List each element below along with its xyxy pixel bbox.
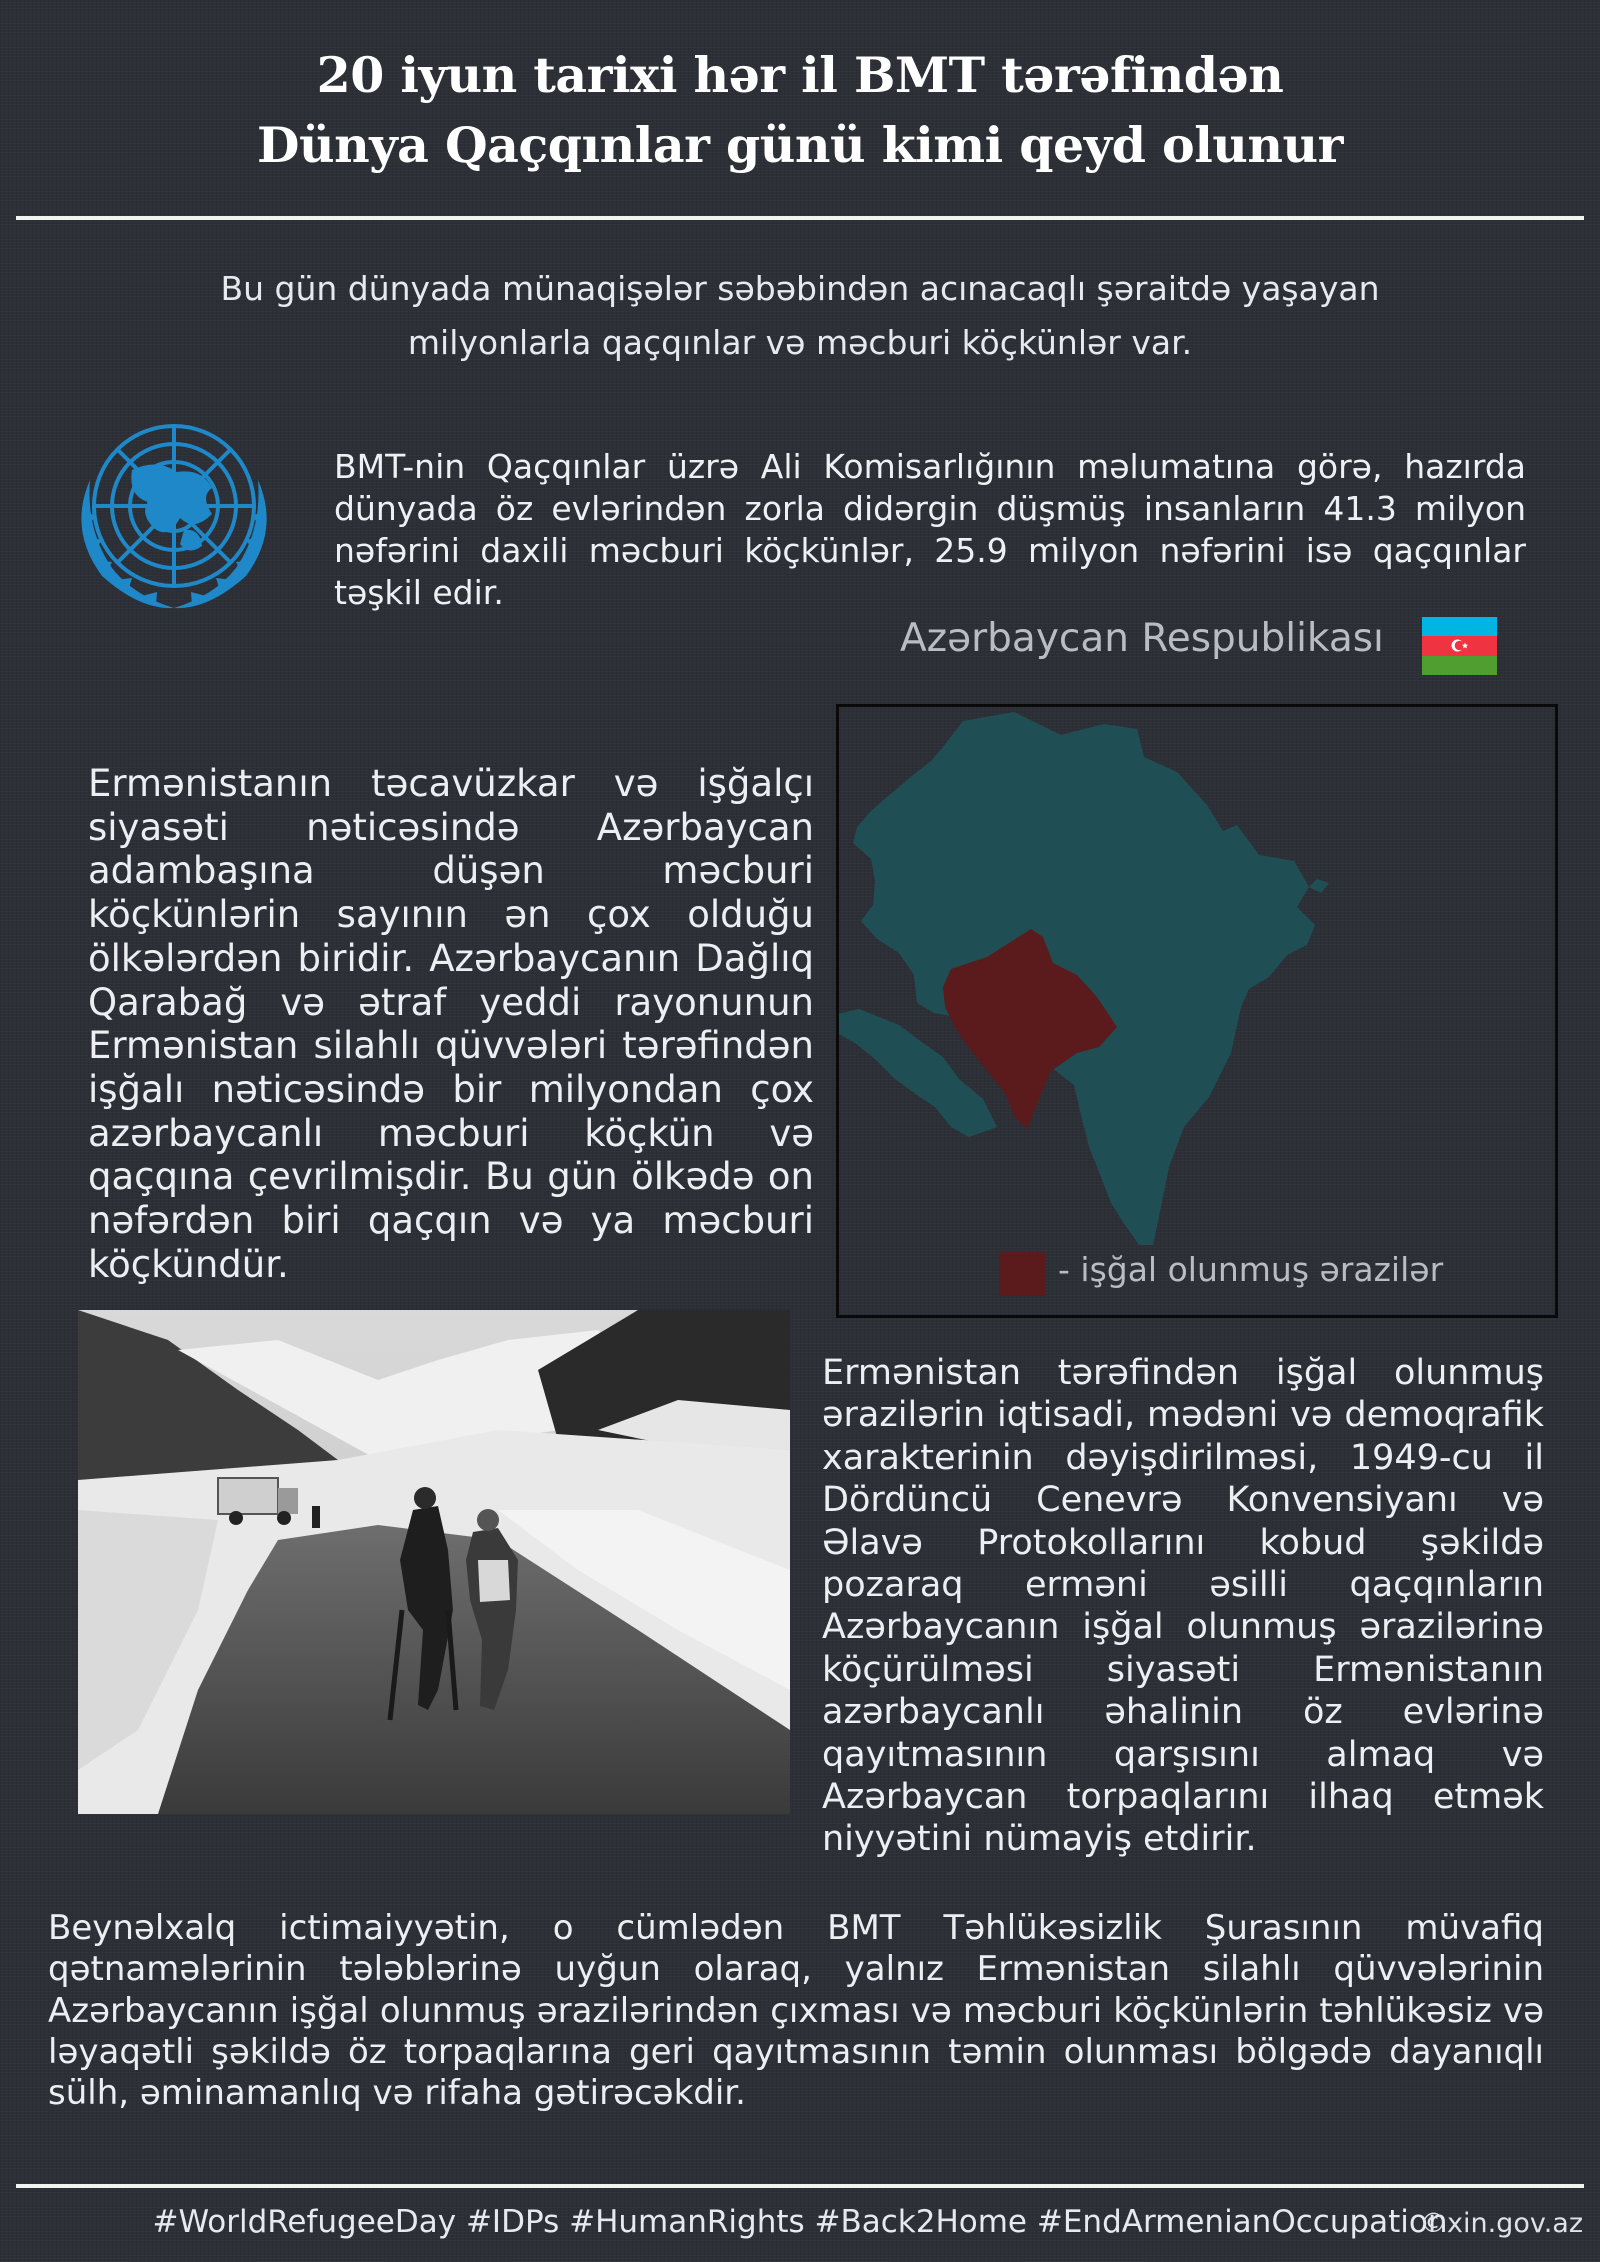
intro-line2: milyonlarla qaçqınlar və məcburi köçkünlər var. bbox=[407, 323, 1193, 362]
intro-line1: Bu gün dünyada münaqişələr səbəbindən acınacaqlı şəraitdə yaşayan bbox=[220, 269, 1380, 308]
refugees-photo bbox=[78, 1310, 790, 1814]
bottom-divider bbox=[16, 2184, 1584, 2188]
page-title-line1: 20 iyun tarixi hər il BMT tərəfindən bbox=[316, 46, 1284, 104]
footer-hashtags: #WorldRefugeeDay #IDPs #HumanRights #Back2Home #EndArmenianOccupation bbox=[152, 2204, 1448, 2240]
paragraph-left: Ermənistanın təcavüzkar və işğalçı siyasəti nəticəsində Azərbaycan adambaşına düşən məcburi köçkünlərin sayının ən çox olduğu ölkələrdən biridir. Azərbaycanın Dağlıq Qarabağ və ətraf yeddi rayonunun Ermənistan silahlı qüvvələri tərəfindən işğalı nəticəsində bir milyondan çox azərbaycanlı məcburi köçkün və qaçqına çevrilmişdir. Bu gün ölkədə on nəfərdən biri qaçqın və ya məcburi köçkündür. bbox=[88, 762, 814, 1286]
top-divider bbox=[16, 216, 1584, 220]
un-emblem-icon bbox=[62, 410, 286, 616]
paragraph-bottom: Beynəlxalq ictimaiyyətin, o cümlədən BMT Təhlükəsizlik Şurasının müvafiq qətnamələrinin tələblərinə uyğun olaraq, yalnız Ermənistan silahlı qüvvələrinin Azərbaycanın işğal olunmuş ərazilərindən çıxması və məcburi köçkünlərin təhlükəsiz və ləyaqətli şəkildə öz torpaqlarına geri qayıtmasının təmin olunması bölgədə dayanıqlı sülh, əminamanlıq və rifaha gətirəcəkdir. bbox=[48, 1908, 1544, 2114]
unhcr-paragraph: BMT-nin Qaçqınlar üzrə Ali Komisarlığının məlumatına görə, hazırda dünyada öz evlərindən zorla didərgin düşmüş insanların 41.3 milyon nəfərini daxili məcburi köçkünlər, 25.9 milyon nəfərini isə qaçqınlar təşkil edir. bbox=[334, 447, 1526, 612]
azerbaijan-flag-icon bbox=[1422, 617, 1497, 675]
legend-swatch-occupied bbox=[999, 1252, 1045, 1296]
country-name: Azərbaycan Respublikası bbox=[900, 616, 1384, 661]
paragraph-right: Ermənistan tərəfindən işğal olunmuş ərazilərin iqtisadi, mədəni və demoqrafik xarakterinin dəyişdirilməsi, 1949-cu il Dördüncü Cenevrə Konvensiyanı və Əlavə Protokollarını kobud şəkildə pozaraq erməni əsilli qaçqınların Azərbaycanın işğal olunmuş ərazilərinə köçürülməsi siyasəti Ermənistanın azərbaycanlı əhalinin öz evlərinə qayıtmasının qarşısını almaq və Azərbaycan torpaqlarını ilhaq etmək niyyətini nümayiş etdirir. bbox=[822, 1353, 1544, 1860]
footer-copyright: ©xin.gov.az bbox=[1420, 2208, 1584, 2239]
intro-text bbox=[180, 262, 1420, 370]
map-legend-label: - işğal olunmuş ərazilər bbox=[1058, 1250, 1444, 1289]
azerbaijan-territory bbox=[839, 712, 1329, 1245]
azerbaijan-map bbox=[839, 707, 1555, 1315]
page-title bbox=[0, 40, 1600, 180]
page-title-line2: Dünya Qaçqınlar günü kimi qeyd olunur bbox=[256, 116, 1344, 174]
